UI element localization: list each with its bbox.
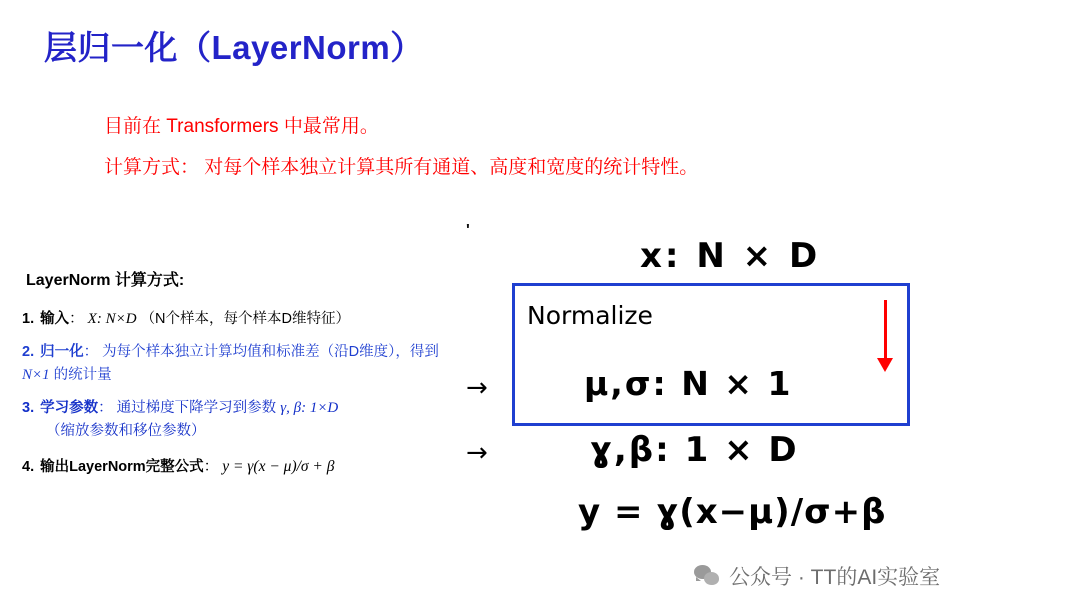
list-item-formula: γ, β: 1×D — [280, 399, 339, 416]
steps-list — [22, 308, 462, 485]
list-item-tail: （缩放参数和移位参数） — [46, 423, 206, 440]
left-column-heading: LayerNorm 计算方式: — [26, 272, 185, 289]
intro-line-1: 目前在 Transformers 中最常用。 — [104, 116, 379, 137]
math-stats-shape: μ,σ: N × 1 — [584, 364, 793, 403]
list-item-formula: y = γ(x − μ)/σ + β — [222, 457, 335, 475]
list-item — [22, 455, 462, 479]
list-item-number: 2. — [22, 344, 35, 361]
list-item-number: 4. — [22, 458, 35, 475]
list-item-tail: 的统计量 — [53, 366, 112, 383]
arrow-right-icon: → — [466, 373, 488, 403]
red-down-arrow-icon — [884, 300, 887, 360]
list-item-label: 输入 — [40, 311, 70, 327]
math-output-formula: y = ɣ(x−μ)/σ+β — [578, 492, 887, 532]
math-input-shape: x: N × D — [640, 236, 821, 276]
page-title: 层归一化（LayerNorm） — [44, 29, 424, 66]
list-item-formula: X: N×D — [87, 311, 137, 327]
wechat-icon — [694, 565, 720, 587]
list-item-text: 为每个样本独立计算均值和标准差（沿D维度），得到 — [102, 344, 439, 361]
list-item-separator: ： — [69, 311, 84, 327]
stray-apostrophe-mark: ' — [466, 222, 470, 239]
normalize-label: Normalize — [527, 301, 653, 330]
intro-line-2: 计算方式： 对每个样本独立计算其所有通道、高度和宽度的统计特性。 — [104, 157, 699, 178]
list-item-tail: （N个样本，每个样本D维特征） — [140, 311, 351, 327]
list-item — [22, 341, 462, 387]
list-item-separator: ： — [98, 399, 113, 416]
list-item-label: 归一化 — [40, 344, 84, 361]
list-item-number: 3. — [22, 399, 35, 416]
list-item — [22, 308, 462, 331]
footer-text: 公众号 · TT的AI实验室 — [729, 566, 941, 589]
list-item-separator: ： — [203, 458, 219, 475]
list-item-label: 学习参数 — [40, 399, 99, 416]
list-item-number: 1. — [22, 311, 35, 327]
footer-watermark — [694, 561, 940, 591]
math-params-shape: ɣ,β: 1 × D — [590, 430, 799, 470]
list-item-label: 输出LayerNorm完整公式 — [40, 458, 204, 475]
list-item-separator: ： — [83, 344, 99, 361]
arrow-right-icon: → — [466, 438, 488, 468]
list-item — [22, 397, 462, 443]
list-item-formula: N×1 — [22, 366, 50, 383]
list-item-text: 通过梯度下降学习到参数 — [116, 399, 277, 416]
